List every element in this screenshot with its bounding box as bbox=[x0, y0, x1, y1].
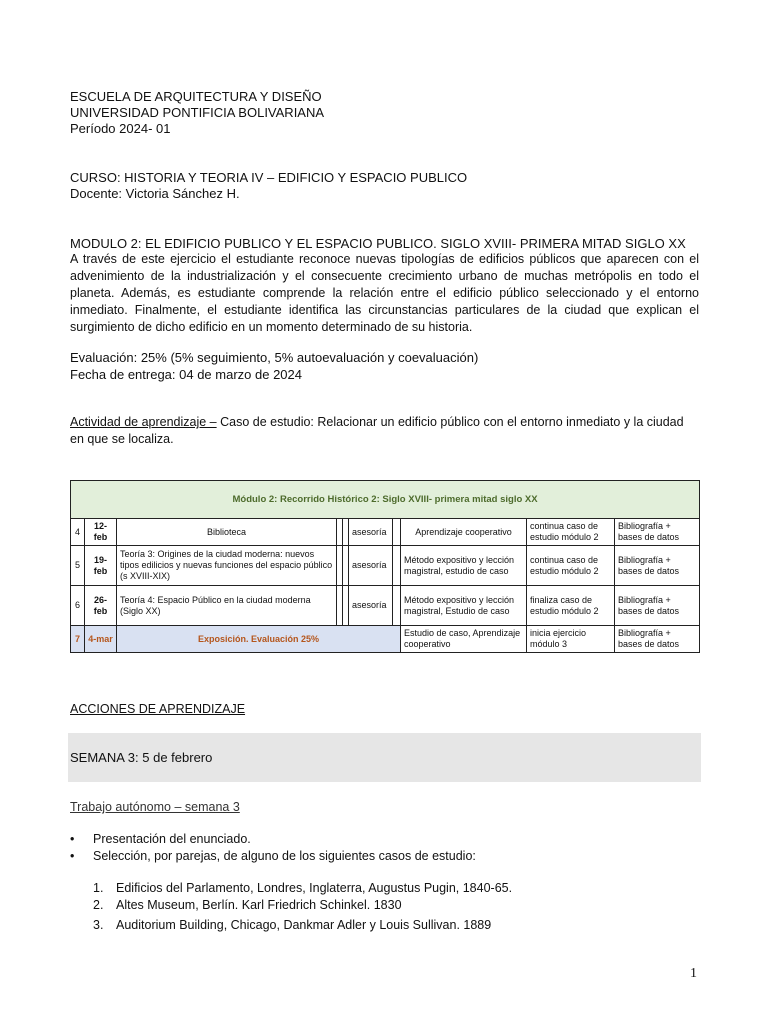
row-topic: Teoría 3: Origines de la ciudad moderna: nuevos tipos edilicios y nuevas funciones del espacio público (s XVIII-XIX) bbox=[117, 546, 337, 586]
row-mode: asesoría bbox=[349, 519, 393, 546]
table-row bbox=[71, 546, 700, 586]
period: Período 2024- 01 bbox=[70, 121, 171, 136]
row-date: 26-feb bbox=[85, 586, 117, 626]
activity-label: Actividad de aprendizaje – bbox=[70, 415, 217, 429]
due-date: Fecha de entrega: 04 de marzo de 2024 bbox=[70, 367, 302, 382]
module-title: MODULO 2: EL EDIFICIO PUBLICO Y EL ESPACIO PUBLICO. SIGLO XVIII- PRIMERA MITAD SIGLO XX bbox=[70, 236, 686, 251]
row-resources: Bibliografía + bases de datos bbox=[615, 586, 700, 626]
row-mode: asesoría bbox=[349, 586, 393, 626]
school-name: ESCUELA DE ARQUITECTURA Y DISEÑO bbox=[70, 89, 322, 104]
activity-text: Caso de estudio: Relacionar un edificio público con el entorno inmediato y la ciudad en que se localiza. bbox=[70, 415, 684, 446]
list-item: 2. Altes Museum, Berlín. Karl Friedrich Schinkel. 1830 bbox=[93, 898, 402, 912]
row-num: 7 bbox=[71, 626, 85, 653]
row-topic: Exposición. Evaluación 25% bbox=[117, 626, 401, 653]
row-method: Método expositivo y lección magistral, estudio de caso bbox=[401, 546, 527, 586]
row-num: 6 bbox=[71, 586, 85, 626]
row-task: continua caso de estudio módulo 2 bbox=[527, 519, 615, 546]
row-resources: Bibliografía + bases de datos bbox=[615, 626, 700, 653]
row-resources: Bibliografía + bases de datos bbox=[615, 546, 700, 586]
module-schedule-table bbox=[70, 480, 700, 653]
course-title: CURSO: HISTORIA Y TEORIA IV – EDIFICIO Y ESPACIO PUBLICO bbox=[70, 170, 468, 185]
table-row bbox=[71, 626, 700, 653]
table-row bbox=[71, 519, 700, 546]
table-title: Módulo 2: Recorrido Histórico 2: Siglo XVIII- primera mitad siglo XX bbox=[71, 481, 700, 519]
row-topic: Biblioteca bbox=[117, 519, 337, 546]
row-date: 12-feb bbox=[85, 519, 117, 546]
teacher: Docente: Victoria Sánchez H. bbox=[70, 186, 240, 201]
module-description: A través de este ejercicio el estudiante reconoce nuevas tipologías de edificios públicos que aparecen con el advenimiento de la industrialización y el consecuente crecimiento urbano de muchas metrópolis en todo el planeta. Además, es estudiante comprende la relación entre el edificio público seleccionado y el entorno inmediato. Finalmente, el estudiante identifica las circunstancias particulares de la ciudad que explican el surgimiento de dicho edificio en un momento determinado de su historia. bbox=[70, 252, 699, 334]
row-task: inicia ejercicio módulo 3 bbox=[527, 626, 615, 653]
autonomous-work: Trabajo autónomo – semana 3 bbox=[70, 800, 240, 814]
week-title: SEMANA 3: 5 de febrero bbox=[70, 750, 213, 765]
row-method: Método expositivo y lección magistral, Estudio de caso bbox=[401, 586, 527, 626]
bullet-icon: • bbox=[70, 849, 75, 863]
row-method: Aprendizaje cooperativo bbox=[401, 519, 527, 546]
row-mode: asesoría bbox=[349, 546, 393, 586]
table-row bbox=[71, 586, 700, 626]
list-item: 1. Edificios del Parlamento, Londres, Inglaterra, Augustus Pugin, 1840-65. bbox=[93, 881, 513, 895]
row-date: 4-mar bbox=[85, 626, 117, 653]
row-resources: Bibliografía + bases de datos bbox=[615, 519, 700, 546]
row-num: 5 bbox=[71, 546, 85, 586]
row-task: finaliza caso de estudio módulo 2 bbox=[527, 586, 615, 626]
row-method: Estudio de caso, Aprendizaje cooperativo bbox=[401, 626, 527, 653]
evaluation-weight: Evaluación: 25% (5% seguimiento, 5% autoevaluación y coevaluación) bbox=[70, 350, 479, 365]
week-band bbox=[68, 733, 701, 782]
list-item: 3. Auditorium Building, Chicago, Dankmar Adler y Louis Sullivan. 1889 bbox=[93, 918, 492, 932]
row-task: continua caso de estudio módulo 2 bbox=[527, 546, 615, 586]
bullet-icon: • bbox=[70, 832, 75, 846]
learning-activity bbox=[70, 414, 699, 448]
row-num: 4 bbox=[71, 519, 85, 546]
row-topic: Teoría 4: Espacio Público en la ciudad moderna (Siglo XX) bbox=[117, 586, 337, 626]
university-name: UNIVERSIDAD PONTIFICIA BOLIVARIANA bbox=[70, 105, 325, 120]
row-date: 19-feb bbox=[85, 546, 117, 586]
page-number: 1 bbox=[690, 966, 697, 981]
actions-title: ACCIONES DE APRENDIZAJE bbox=[70, 702, 246, 716]
